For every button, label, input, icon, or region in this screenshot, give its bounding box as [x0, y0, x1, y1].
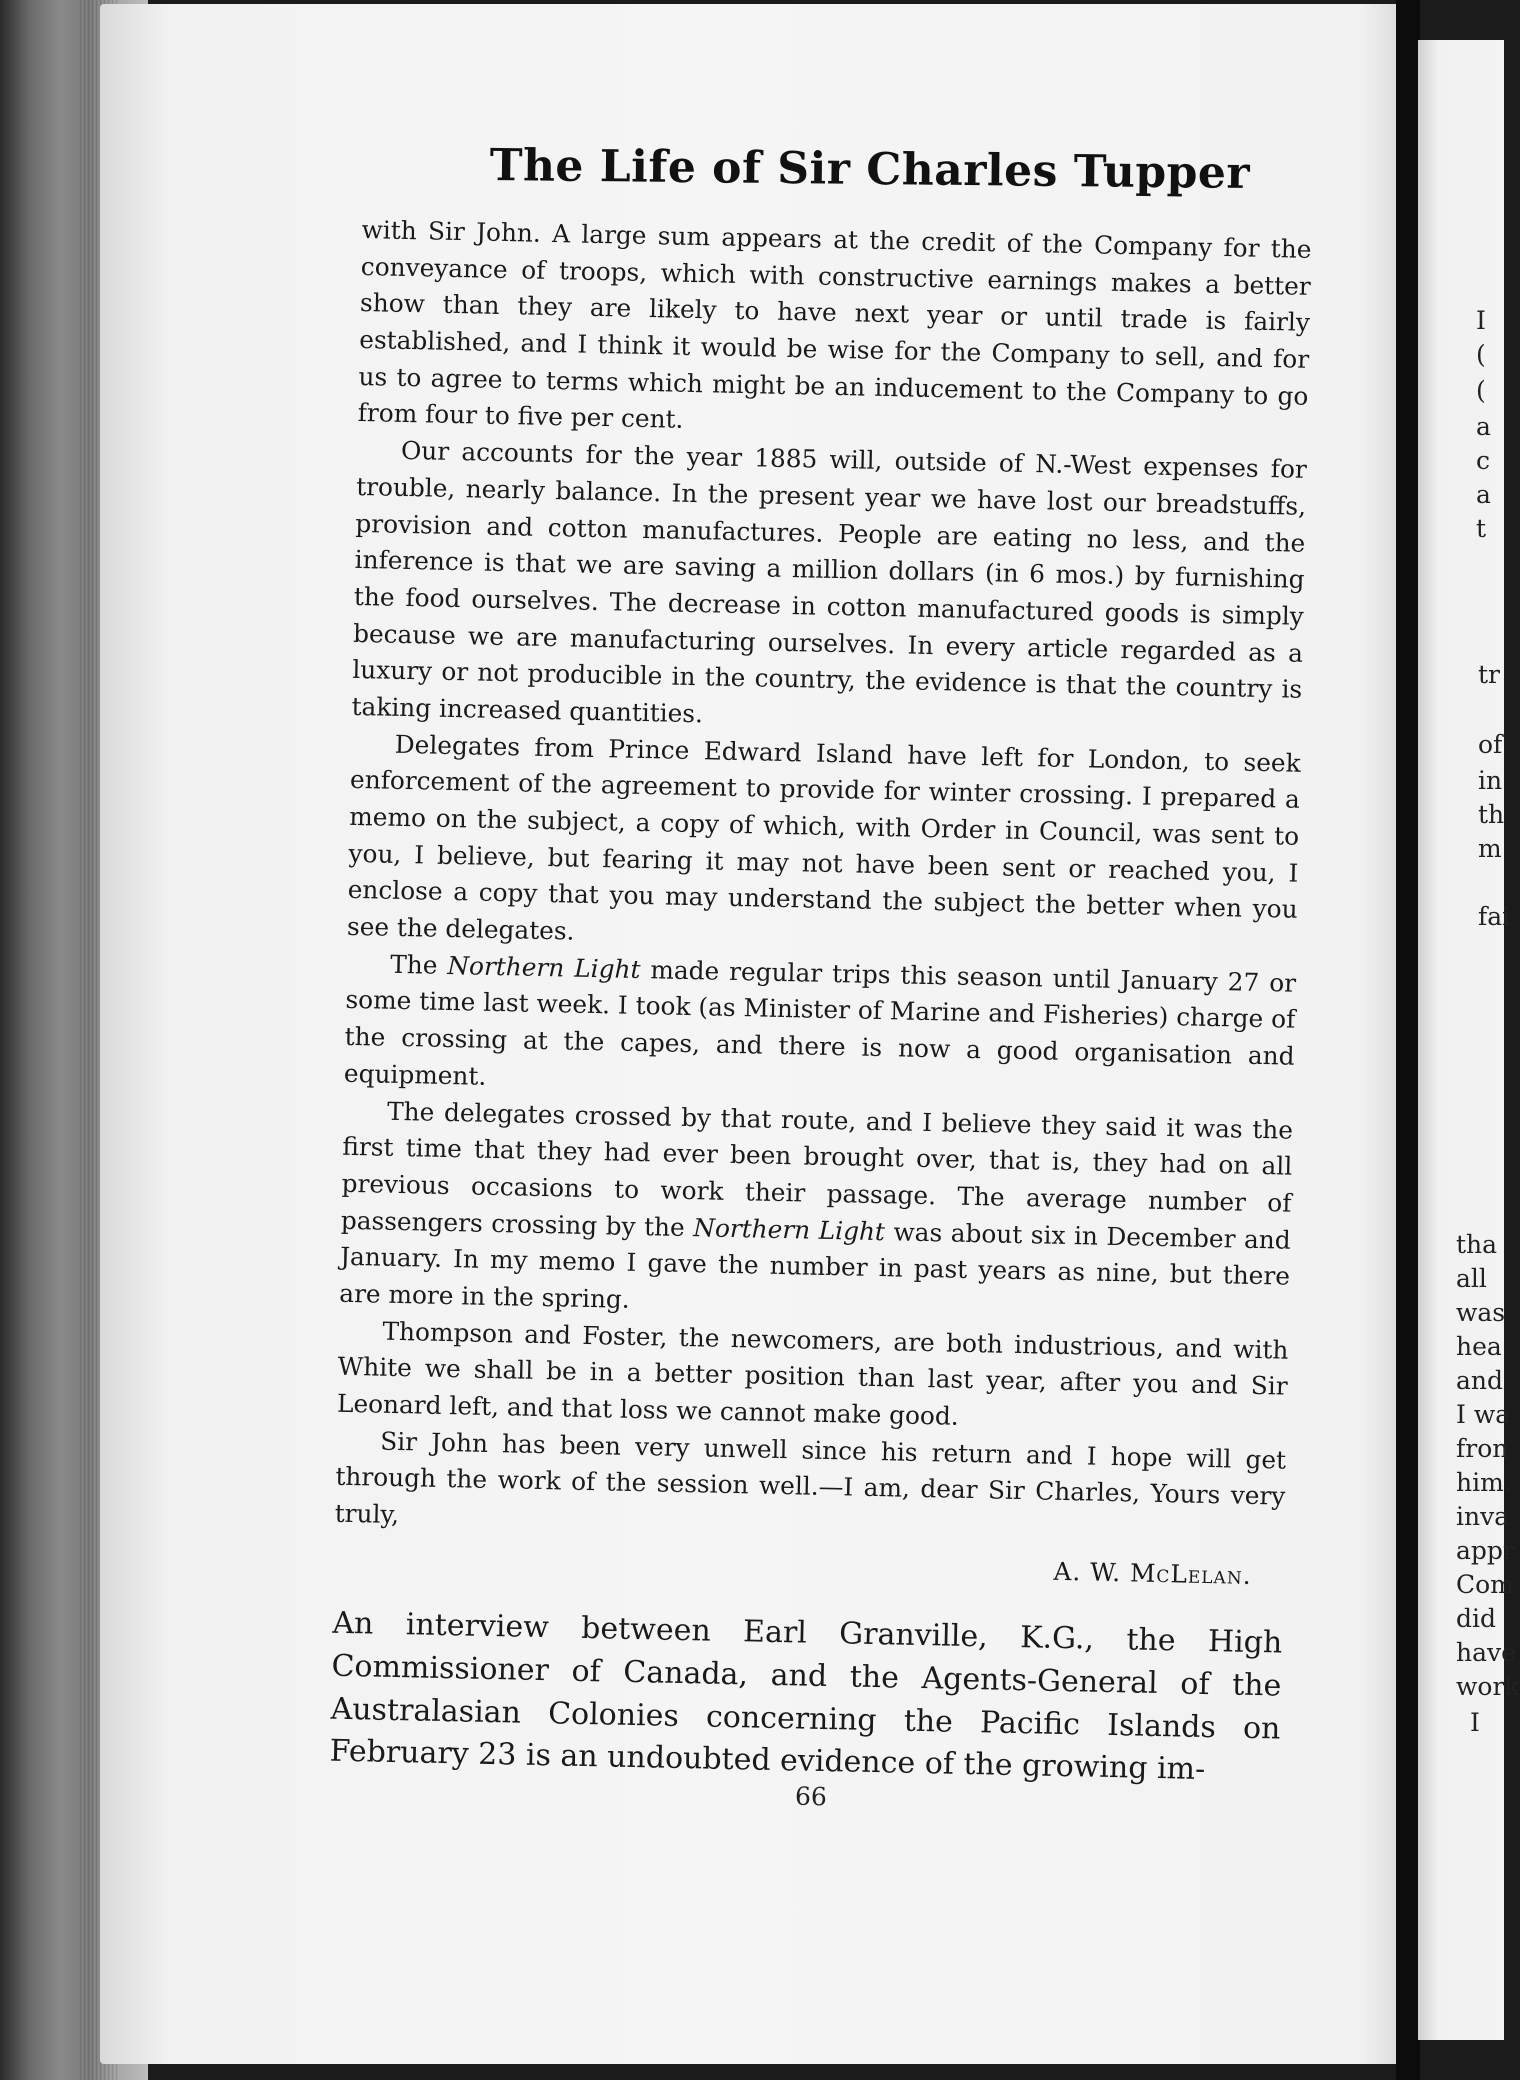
facing-page-fragment: hea — [1456, 1332, 1502, 1361]
paragraph-1: with Sir John. A large sum appears at the credit of the Company for the conveyance of troops, which with constructive earnings makes a better show than they are likely to have next year or until trade is fairly established, and I think it would be wise for the Company to sell, and for us to agree to terms which might be an inducement to the Company to go from four to five per cent. — [357, 214, 1312, 435]
paragraph-4-text-a: The — [389, 949, 448, 980]
facing-page-fragment: tha — [1456, 1230, 1498, 1259]
paragraph-4 — [344, 946, 1297, 1113]
paragraph-5 — [339, 1092, 1293, 1332]
facing-page-fragment: th — [1478, 800, 1505, 829]
closing-paragraph: An interview between Earl Granville, K.G., the High Commissioner of Canada, and the Agents-General of the Australasian Colonies concerning the Pacific Islands on February 23 is an undoubted evidence of the growing im- — [329, 1606, 1283, 1788]
ship-name: Northern Light — [693, 1212, 886, 1246]
facing-page-fragment: tr — [1478, 660, 1500, 689]
paragraph-3: Delegates from Prince Edward Island have left for London, to seek enforcement of the agreement to provide for winter crossing. I prepared a memo on the subject, a copy of which, with Order in Council, was sent to you, I believe, but fearing it may not have been sent or reached you, I enclose a copy that you may understand the subject the better when you see the delegates. — [346, 729, 1301, 946]
facing-page-fragment: a — [1476, 412, 1491, 441]
book-gutter — [1396, 0, 1420, 2080]
facing-page-fragment: work — [1456, 1672, 1520, 1701]
facing-page-fragment: fron — [1456, 1434, 1509, 1463]
facing-page-fragment: all — [1456, 1264, 1487, 1293]
facing-page-fragment: of — [1478, 730, 1503, 759]
facing-page-fragment: fai — [1478, 902, 1511, 931]
facing-page-fragment: ( — [1476, 376, 1486, 405]
facing-page-fragment: appr — [1456, 1536, 1515, 1565]
paragraph-5-text-b: was about six in December and January. In my memo I gave the number in past years as nine, but there are more in the spring. — [339, 1216, 1291, 1314]
page-number: 66 — [794, 1781, 828, 1812]
facing-page-fragment: was — [1456, 1298, 1506, 1327]
facing-page-fragment: I — [1476, 306, 1486, 335]
facing-page-fragment: inva — [1456, 1502, 1510, 1531]
facing-page-fragment: a — [1476, 480, 1491, 509]
ship-name: Northern Light — [447, 950, 641, 984]
paragraph-6: Thompson and Foster, the newcomers, are both industrious, and with White we shall be in a better position than last year, after you and Sir Leonard left, and that loss we cannot make good. — [336, 1316, 1289, 1431]
paragraph-7: Sir John has been very unwell since his return and I hope will get through the work of the session well.—I am, dear Sir Charles, Yours very truly, — [334, 1426, 1287, 1530]
paragraph-4-text-b: made regular trips this season until January 27 or some time last week. I took (as Minister of Marine and Fisheries) charge of the crossing at the capes, and there is now a good organisation and equipment. — [343, 954, 1297, 1091]
facing-page-fragment: ( — [1476, 340, 1486, 369]
facing-page-fragment: him. — [1456, 1468, 1512, 1497]
facing-page-fragment: I — [1470, 1708, 1480, 1737]
facing-page-fragment: in — [1478, 766, 1503, 795]
paragraph-2: Our accounts for the year 1885 will, outside of N.-West expenses for trouble, nearly balance. In the present year we have lost our breadstuffs, provision and cotton manufactures. People are eating no less, and the inference is that we are saving a million dollars (in 6 mos.) by furnishing the food ourselves. The decrease in cotton manufactured goods is simply because we are manufacturing ourselves. In every article regarded as a luxury or not producible in the country, the evidence is that the country is taking increased quantities. — [351, 435, 1308, 729]
page-body — [329, 212, 1311, 1793]
facing-page-edge — [1418, 40, 1520, 2040]
facing-page-fragment: t — [1476, 514, 1487, 543]
facing-page-fragment: have — [1456, 1638, 1516, 1667]
facing-page-fragment: c — [1476, 446, 1491, 475]
facing-page-fragment: and — [1456, 1366, 1504, 1395]
page-title: The Life of Sir Charles Tupper — [489, 140, 1251, 199]
signature: A. W. McLelan. — [1053, 1556, 1252, 1590]
facing-page-fragment: I wa — [1456, 1400, 1511, 1429]
facing-page-fragment: Com — [1456, 1570, 1514, 1599]
facing-page-fragment: m — [1478, 834, 1502, 863]
facing-page-fragment: did — [1456, 1604, 1497, 1633]
paragraph-5-text-a: The delegates crossed by that route, and I believe they said it was the first time that they had ever been brought over, that is, they had on all previous occasions to work their passage. The average number of passengers crossing by the — [340, 1096, 1294, 1242]
